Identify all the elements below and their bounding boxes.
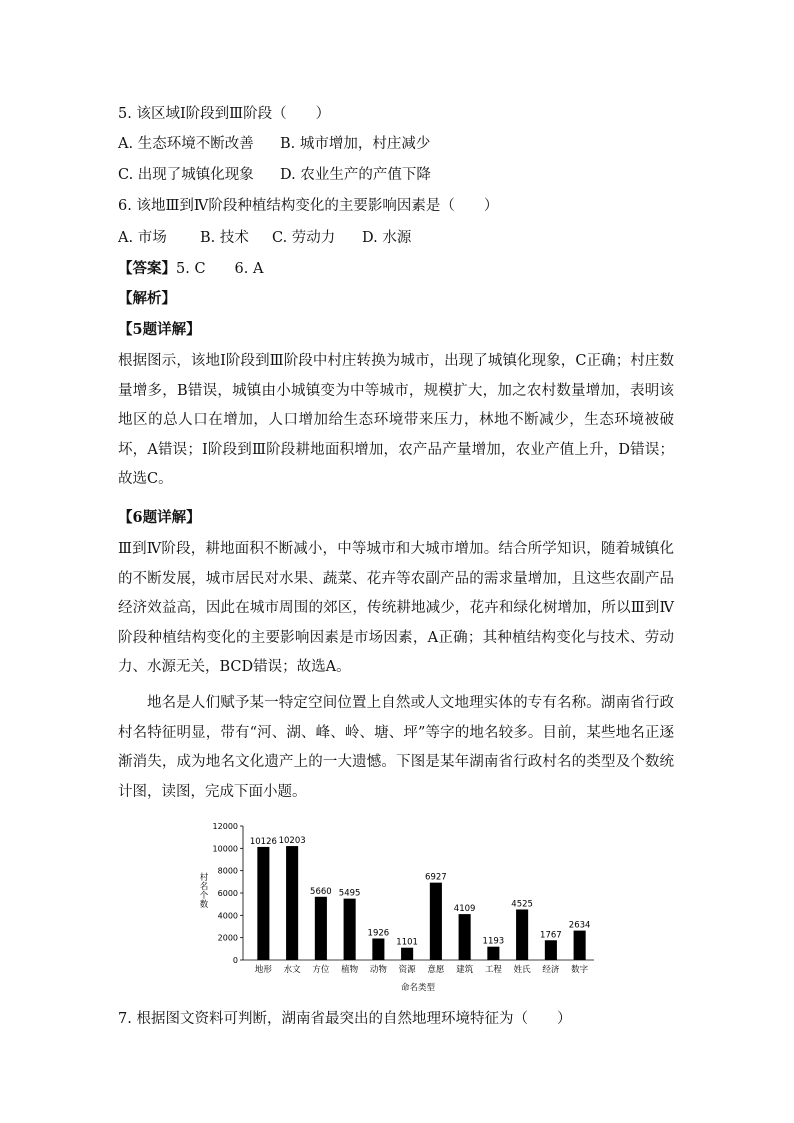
- chart-bar: [574, 931, 586, 960]
- x-tick-label: 动物: [369, 965, 387, 975]
- q5-options-row-1: [118, 134, 430, 154]
- bar-value-label: 6927: [425, 872, 447, 883]
- bar-value-label: 1926: [367, 928, 390, 939]
- q6-stem: 6. 该地Ⅲ到Ⅳ阶段种植结构变化的主要影响因素是（ ）: [118, 198, 499, 214]
- bar-value-label: 4525: [511, 899, 533, 910]
- x-tick-label: 意愿: [427, 965, 445, 975]
- q5-detail-label: 【5题详解】: [118, 321, 201, 338]
- bar-value-label: 4109: [453, 904, 476, 915]
- q6-option-b: B. 技术: [200, 230, 249, 246]
- village-name-bar-chart: [196, 818, 600, 994]
- q7-stem: 7. 根据图文资料可判断，湖南省最突出的自然地理环境特征为（ ）: [118, 1011, 572, 1027]
- q6-options-row: [118, 228, 411, 248]
- y-tick-label: 4000: [217, 911, 238, 921]
- passage-text: 地名是人们赋予某一特定空间位置上自然或人文地理实体的专有名称。湖南省行政村名特征明显，带有“河、湖、峰、岭、塘、坪”等字的地名较多。目前，某些地名正逐渐消失，成为地名文化遗产上的一大遗憾。下图是某年湖南省行政村名的类型及个数统计图，读图，完成下面小题。: [118, 695, 674, 800]
- answer-label: 【答案】: [118, 260, 176, 277]
- y-tick-label: 8000: [217, 866, 238, 876]
- bar-value-label: 1767: [540, 930, 562, 941]
- x-tick-label: 方位: [312, 965, 330, 975]
- chart-bar: [487, 947, 499, 960]
- q5-options-row-2: [118, 165, 431, 185]
- bar-value-label: 1193: [482, 936, 505, 947]
- bar-value-label: 10126: [249, 836, 277, 847]
- chart-bar: [286, 846, 298, 960]
- chart-bar: [459, 914, 471, 960]
- q6-detail-text: Ⅲ到Ⅳ阶段，耕地面积不断减小，中等城市和大城市增加。结合所学知识，随着城镇化的不断发展，城市居民对水果、蔬菜、花卉等农副产品的需求量增加，且这些农副产品经济效益高，因此在城市周围的郊区，传统耕地减少，花卉和绿化树增加，所以Ⅲ到Ⅳ阶段种植结构变化的主要影响因素是市场因素，A正确；其种植结构变化与技术、劳动力、水源无关，BCD错误；故选A。: [118, 541, 674, 675]
- q5-option-b: B. 城市增加，村庄减少: [280, 136, 431, 152]
- bar-value-label: 10203: [278, 836, 306, 847]
- q5-option-c: C. 出现了城镇化现象: [118, 167, 254, 183]
- y-tick-label: 12000: [212, 822, 238, 831]
- x-axis-title: 命名类型: [400, 983, 436, 993]
- x-tick-label: 地形: [254, 965, 272, 975]
- chart-bar: [430, 883, 442, 960]
- y-tick-label: 10000: [212, 844, 238, 854]
- chart-bar: [315, 897, 327, 960]
- answer-text: 5. C 6. A: [176, 261, 264, 277]
- bar-value-label: 5495: [338, 888, 361, 899]
- y-tick-label: 2000: [217, 933, 238, 943]
- x-tick-label: 植物: [341, 965, 359, 975]
- x-tick-label: 数字: [571, 965, 589, 975]
- chart-bar: [545, 940, 557, 960]
- x-tick-label: 工程: [484, 965, 502, 975]
- x-tick-label: 经济: [542, 965, 560, 975]
- q6-option-d: D. 水源: [362, 230, 412, 246]
- chart-bar: [401, 948, 413, 960]
- answer-line: [118, 259, 263, 279]
- y-tick-label: 0: [232, 956, 238, 965]
- chart-bar: [344, 899, 356, 960]
- analysis-label: 【解析】: [118, 290, 176, 307]
- x-tick-label: 水文: [283, 965, 301, 975]
- x-tick-label: 姓氏: [513, 965, 531, 975]
- q5-option-d: D. 农业生产的产值下降: [280, 167, 431, 183]
- chart-bar: [516, 909, 528, 960]
- chart-bar: [372, 938, 384, 960]
- q6-detail-label: 【6题详解】: [118, 509, 201, 526]
- x-tick-label: 资源: [398, 965, 416, 975]
- chart-bar: [257, 847, 269, 960]
- x-tick-label: 建筑: [456, 965, 474, 975]
- q5-detail-text: 根据图示，该地Ⅰ阶段到Ⅲ阶段中村庄转换为城市，出现了城镇化现象，C正确；村庄数量增多，B错误，城镇由小城镇变为中等城市，规模扩大，加之农村数量增加，表明该地区的总人口在增加，人口增加给生态环境带来压力，林地不断减少，生态环境被破坏，A错误；Ⅰ阶段到Ⅲ阶段耕地面积增加，农产品产量增加，农业产值上升，D错误；故选C。: [118, 353, 674, 487]
- q6-option-c: C. 劳动力: [272, 230, 336, 246]
- q6-option-a: A. 市场: [118, 230, 167, 246]
- bar-value-label: 5660: [310, 886, 332, 897]
- bar-value-label: 1101: [396, 937, 418, 948]
- q5-stem: 5. 该区域Ⅰ阶段到Ⅲ阶段（ ）: [118, 106, 331, 122]
- bar-value-label: 2634: [568, 920, 591, 931]
- y-axis-title: 村名个数: [199, 873, 209, 910]
- y-tick-label: 6000: [217, 889, 238, 898]
- chart-bars: [257, 846, 585, 960]
- q5-option-a: A. 生态环境不断改善: [118, 136, 254, 152]
